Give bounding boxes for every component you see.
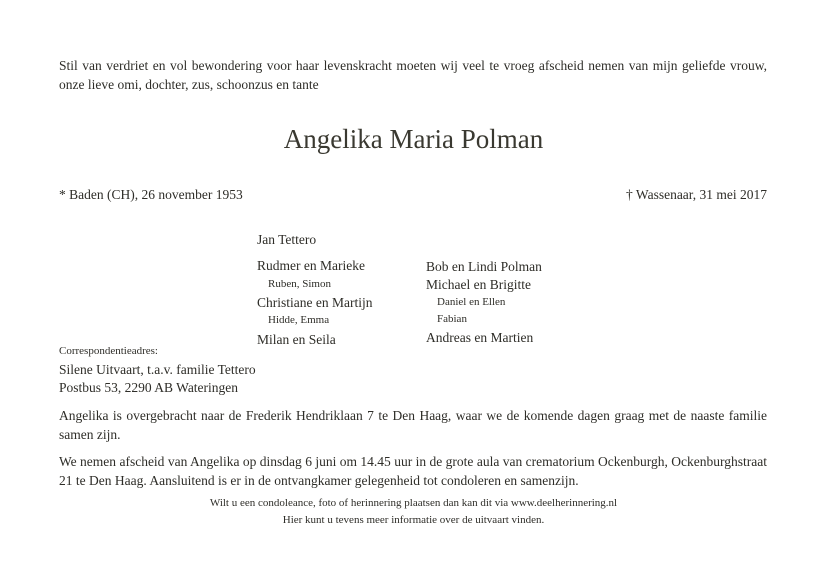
intro-text (59, 56, 767, 94)
death-line: † Wassenaar, 31 mei 2017 (626, 187, 767, 202)
family-left-subitem: Hidde, Emma (268, 314, 330, 326)
family-right-item: Michael en Brigitte (426, 277, 531, 292)
family-right-item: Bob en Lindi Polman (426, 259, 542, 274)
family-left-item: Christiane en Martijn (257, 295, 373, 310)
family-right-item: Andreas en Martien (426, 330, 534, 345)
footer-line-1: Wilt u een condoleance, foto of herinnering plaatsen dan kan dit via www.deelherinnering.nl (209, 497, 618, 509)
family-left-item: Milan en Seila (257, 332, 336, 347)
family-right-subitem: Daniel en Ellen (437, 296, 506, 308)
family-spouse: Jan Tettero (257, 232, 317, 247)
family-left-subitem: Ruben, Simon (268, 278, 331, 290)
deceased-name: Angelika Maria Polman (283, 124, 544, 154)
footer-line-2: Hier kunt u tevens meer informatie over de uitvaart vinden. (282, 514, 545, 526)
laid-out-notice (59, 406, 767, 444)
birth-line: * Baden (CH), 26 november 1953 (59, 187, 243, 202)
family-left-item: Rudmer en Marieke (257, 258, 365, 273)
farewell-notice (59, 452, 767, 490)
farewell-paragraph: We nemen afscheid van Angelika op dinsdag 6 juni om 14.45 uur in de grote aula van crematorium Ockenburgh, Ockenburghstraat 21 te Den Haag. Aansluitend is er in de ontvangkamer gelegenheid tot condoleren en samenzijn. (59, 454, 767, 488)
correspondence-line-2: Postbus 53, 2290 AB Wateringen (59, 380, 239, 395)
correspondence-line-1: Silene Uitvaart, t.a.v. familie Tettero (59, 362, 256, 377)
correspondence-label: Correspondentieadres: (59, 345, 158, 357)
laid-out-paragraph: Angelika is overgebracht naar de Frederik Hendriklaan 7 te Den Haag, waar we de komende dagen graag met de naaste familie samen zijn. (59, 408, 767, 442)
intro-paragraph: Stil van verdriet en vol bewondering voor haar levenskracht moeten wij veel te vroeg afscheid nemen van mijn geliefde vrouw, onze lieve omi, dochter, zus, schoonzus en tante (59, 58, 767, 92)
family-right-subitem: Fabian (437, 313, 467, 325)
